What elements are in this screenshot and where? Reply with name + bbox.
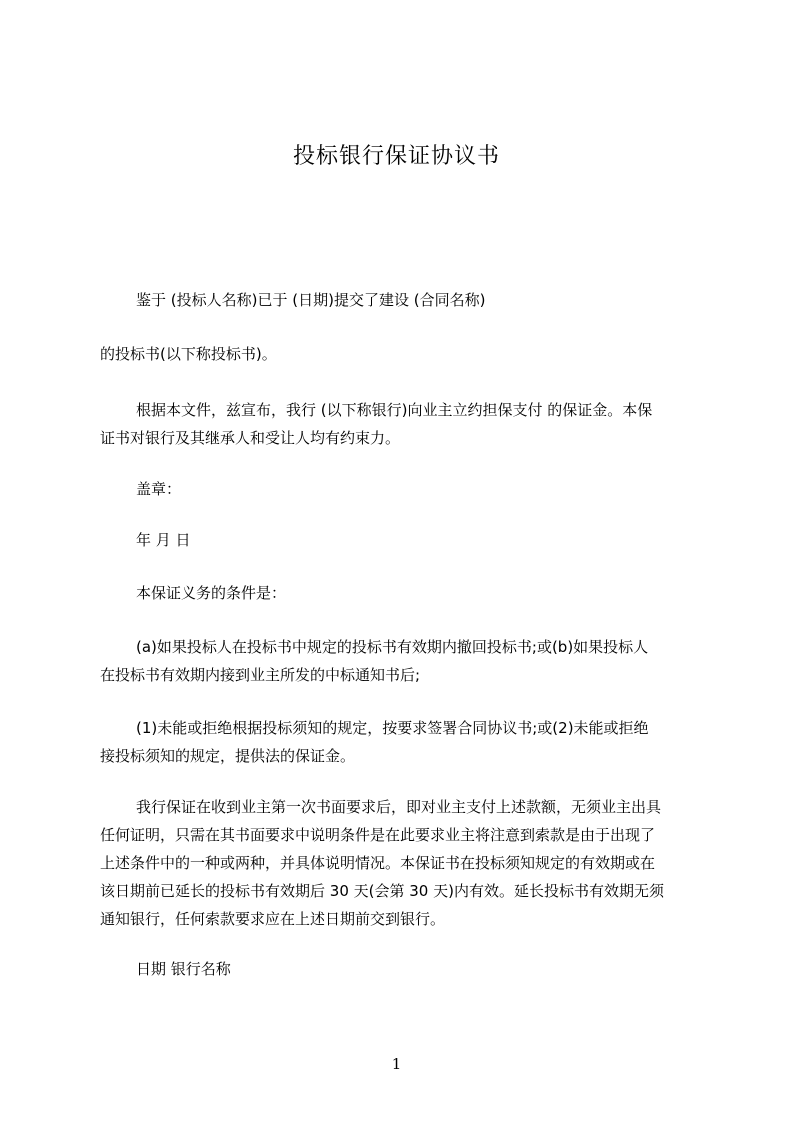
- paragraph-line: 通知银行，任何索款要求应在上述日期前交到银行。: [100, 910, 446, 928]
- paragraph-line: 在投标书有效期内接到业主所发的中标通知书后;: [100, 666, 421, 684]
- paragraph-line: 该日期前已延长的投标书有效期后 30 天(会第 30 天)内有效。延长投标书有效期无须: [100, 882, 664, 900]
- paragraph-date: [100, 526, 702, 554]
- paragraph-line: 上述条件中的一种或两种，并具体说明情况。本保证书在投标须知规定的有效期或在: [100, 854, 656, 872]
- page-number: 1: [391, 1055, 402, 1073]
- paragraph-intro-cont: [100, 340, 702, 368]
- paragraph-line: (a)如果投标人在投标书中规定的投标书有效期内撤回投标书;或(b)如果投标人: [136, 638, 649, 656]
- document-title: 投标银行保证协议书: [292, 144, 500, 169]
- paragraph-line: 任何证明，只需在其书面要求中说明条件是在此要求业主将注意到索款是由于出现了: [100, 826, 656, 844]
- paragraph-condition-a-b: [100, 633, 702, 689]
- paragraph-line: 根据本文件，兹宣布，我行 (以下称银行)向业主立约担保支付 的保证金。本保: [136, 401, 653, 419]
- paragraph-conditions-heading: [100, 579, 702, 607]
- paragraph-intro: [100, 286, 702, 314]
- paragraph-line: 证书对银行及其继承人和受让人均有约束力。: [100, 429, 401, 447]
- paragraph-line: 的投标书(以下称投标书)。: [100, 345, 277, 363]
- paragraph-line: (1)未能或拒绝根据投标须知的规定，按要求签署合同协议书;或(2)未能或拒绝: [136, 719, 649, 737]
- paragraph-line: 年 月 日: [136, 531, 191, 549]
- paragraph-line: 我行保证在收到业主第一次书面要求后，即对业主支付上述款额，无须业主出具: [136, 798, 662, 816]
- paragraph-seal: [100, 475, 702, 503]
- paragraph-declaration: [100, 396, 702, 452]
- paragraph-line: 本保证义务的条件是：: [136, 584, 287, 602]
- paragraph-signature: [100, 955, 702, 983]
- paragraph-guarantee-terms: [100, 793, 702, 933]
- paragraph-line: 接投标须知的规定，提供法的保证金。: [100, 747, 356, 765]
- paragraph-condition-1-2: [100, 714, 702, 770]
- paragraph-line: 日期 银行名称: [136, 960, 231, 978]
- paragraph-line: 鉴于 (投标人名称)已于 (日期)提交了建设 (合同名称): [136, 291, 486, 309]
- paragraph-line: 盖章：: [136, 480, 182, 498]
